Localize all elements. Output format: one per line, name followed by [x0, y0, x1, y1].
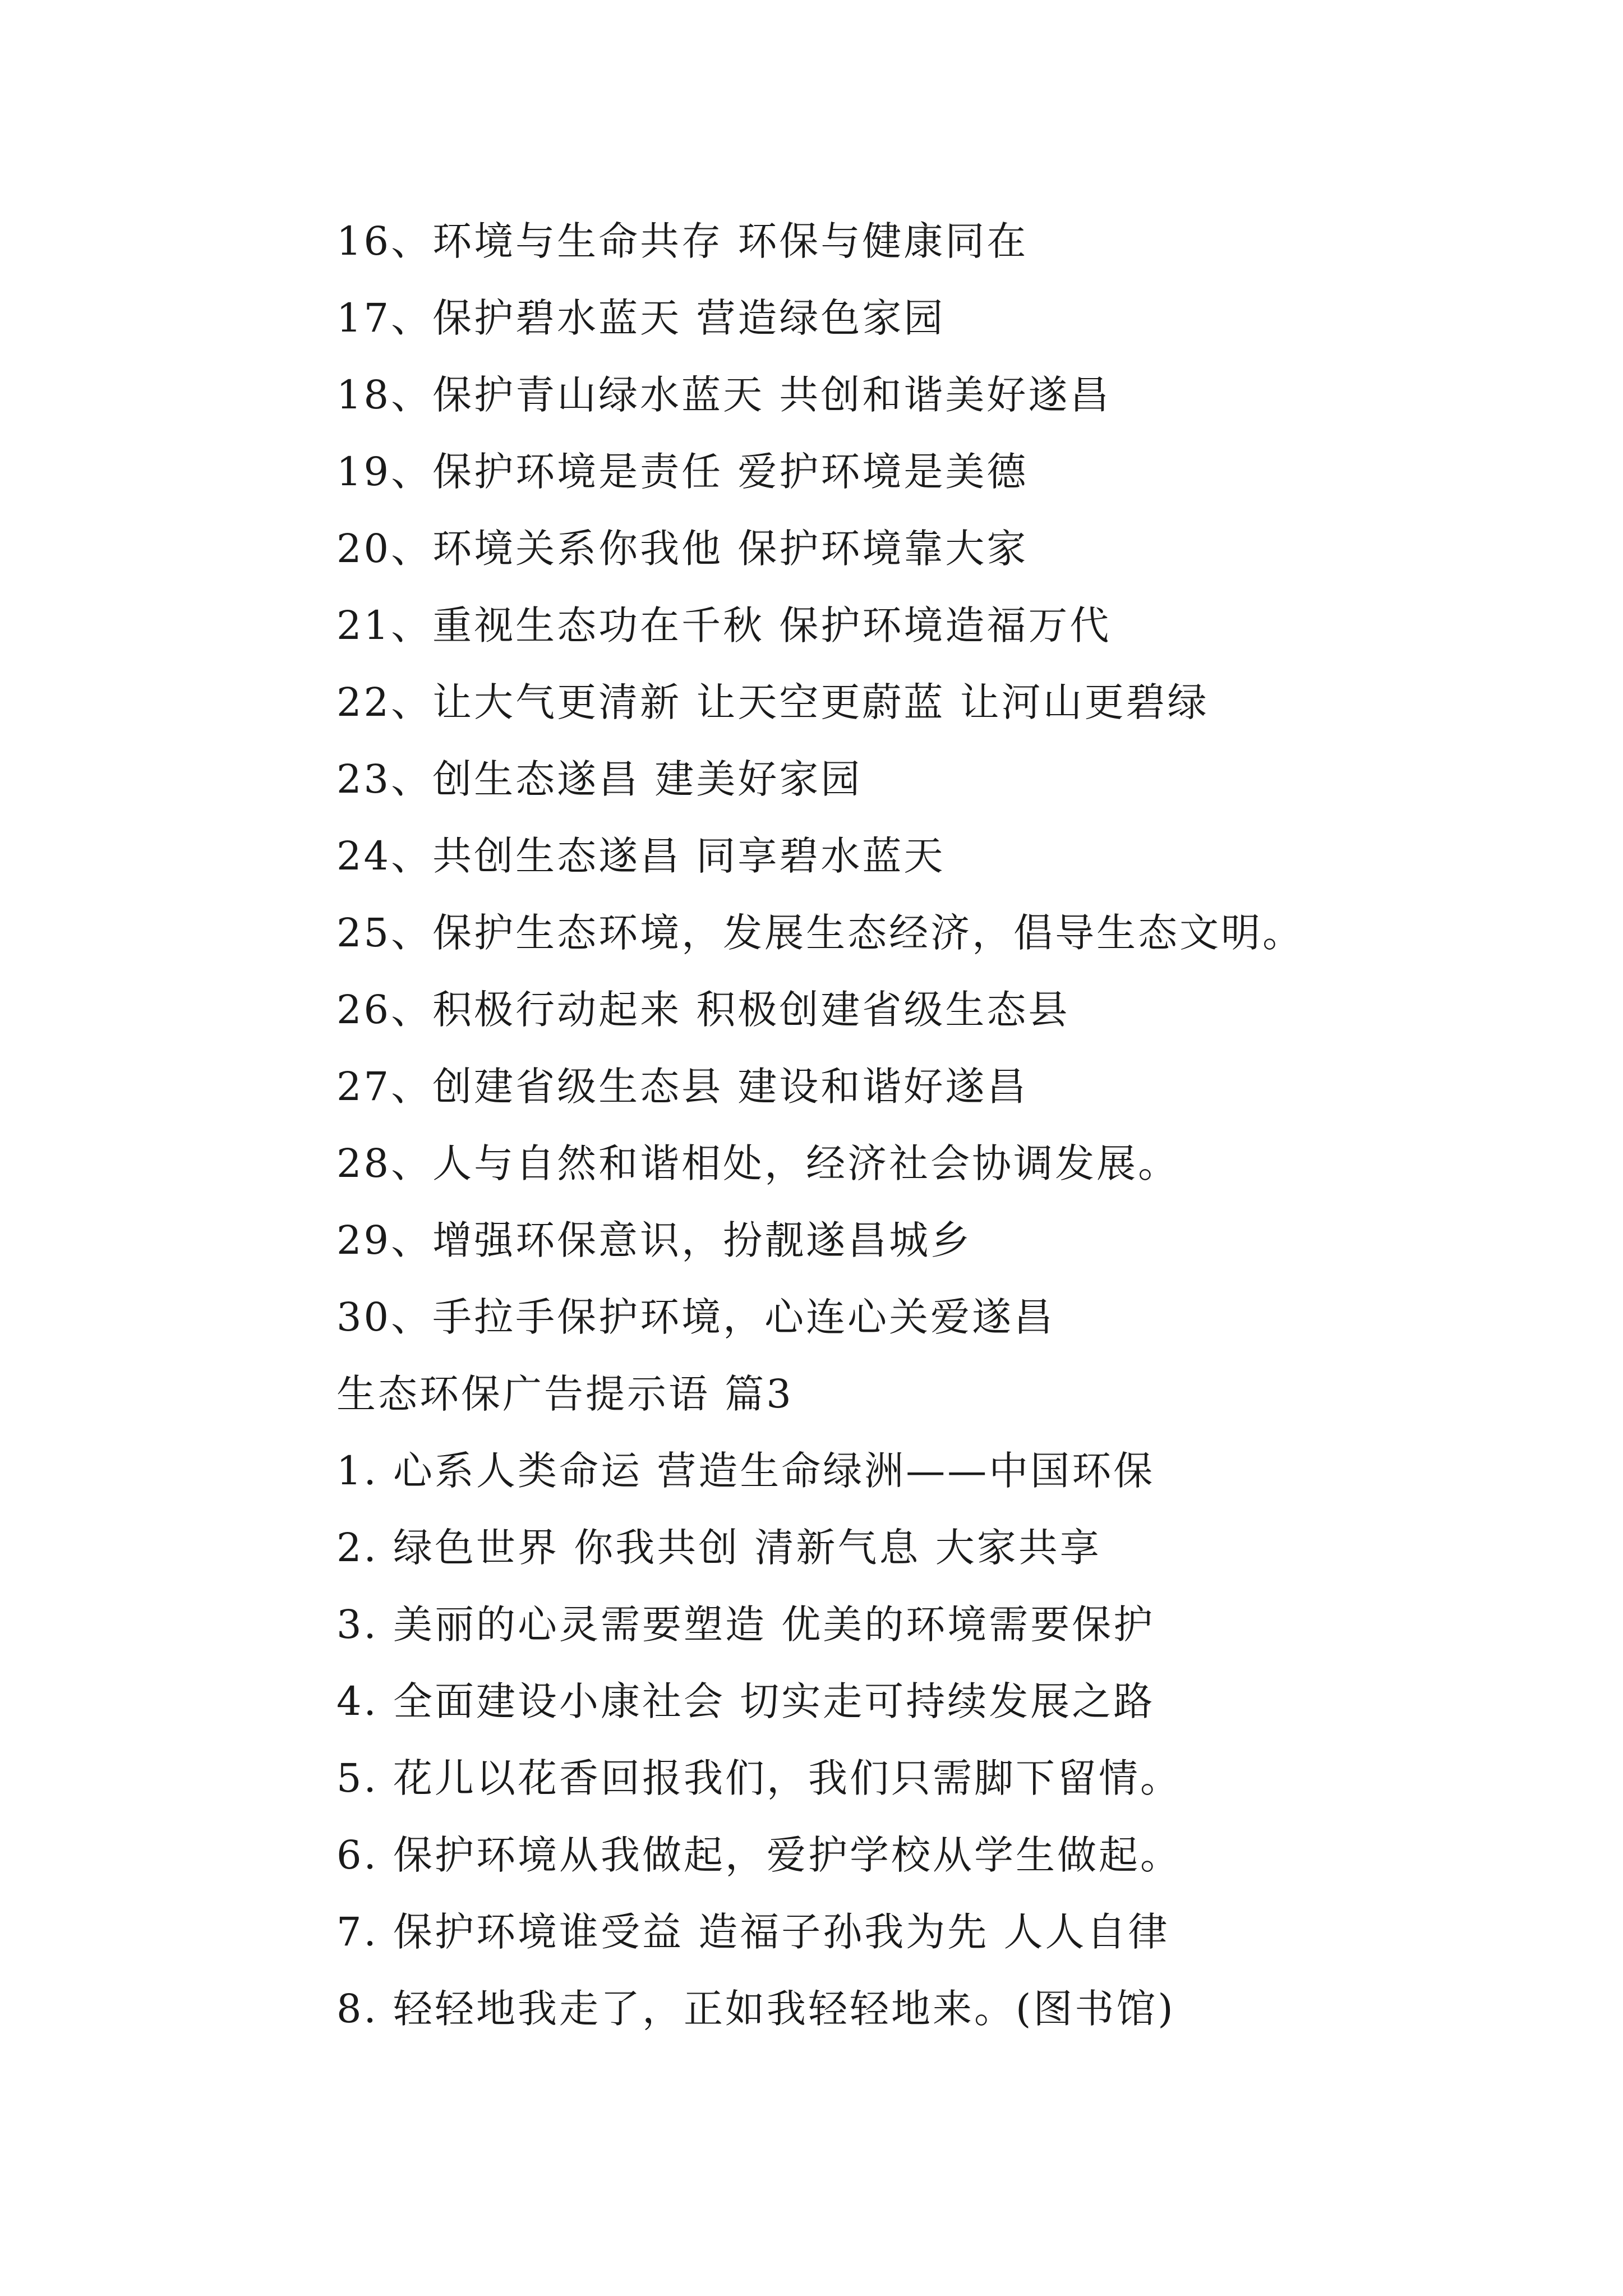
slogan-line: 21、重视生态功在千秋 保护环境造福万代 — [336, 602, 1112, 648]
slogan-line: 4. 全面建设小康社会 切实走可持续发展之路 — [336, 1678, 1155, 1724]
slogan-line: 29、增强环保意识，扮靓遂昌城乡 — [336, 1217, 972, 1263]
slogan-line: 22、让大气更清新 让天空更蔚蓝 让河山更碧绿 — [336, 679, 1209, 725]
slogan-line: 5. 花儿以花香回报我们，我们只需脚下留情。 — [336, 1755, 1182, 1801]
slogan-line: 26、积极行动起来 积极创建省级生态县 — [336, 987, 1070, 1033]
section-heading: 生态环保广告提示语 篇3 — [336, 1371, 794, 1417]
slogan-line: 28、人与自然和谐相处，经济社会协调发展。 — [336, 1140, 1180, 1186]
slogan-line: 25、保护生态环境，发展生态经济，倡导生态文明。 — [336, 910, 1304, 956]
slogan-line: 27、创建省级生态县 建设和谐好遂昌 — [336, 1064, 1029, 1110]
slogan-line: 1. 心系人类命运 营造生命绿洲——中国环保 — [336, 1448, 1155, 1494]
slogan-line: 6. 保护环境从我做起，爱护学校从学生做起。 — [336, 1832, 1182, 1878]
slogan-line: 2. 绿色世界 你我共创 清新气息 大家共享 — [336, 1525, 1101, 1571]
slogan-line: 3. 美丽的心灵需要塑造 优美的环境需要保护 — [336, 1602, 1155, 1648]
slogan-line: 8. 轻轻地我走了，正如我轻轻地来。(图书馆) — [336, 1986, 1175, 2032]
slogan-line: 18、保护青山绿水蓝天 共创和谐美好遂昌 — [336, 372, 1112, 418]
slogan-line: 24、共创生态遂昌 同享碧水蓝天 — [336, 833, 946, 879]
slogan-line: 30、手拉手保护环境，心连心关爱遂昌 — [336, 1294, 1055, 1340]
document-body — [336, 203, 1542, 2047]
slogan-line: 23、创生态遂昌 建美好家园 — [336, 756, 863, 802]
slogan-line: 7. 保护环境谁受益 造福子孙我为先 人人自律 — [336, 1909, 1170, 1955]
slogan-line: 20、环境关系你我他 保护环境靠大家 — [336, 526, 1029, 572]
slogan-line: 16、环境与生命共存 环保与健康同在 — [336, 218, 1029, 264]
slogan-line: 17、保护碧水蓝天 营造绿色家园 — [336, 295, 946, 341]
slogan-line: 19、保护环境是责任 爱护环境是美德 — [336, 449, 1029, 495]
